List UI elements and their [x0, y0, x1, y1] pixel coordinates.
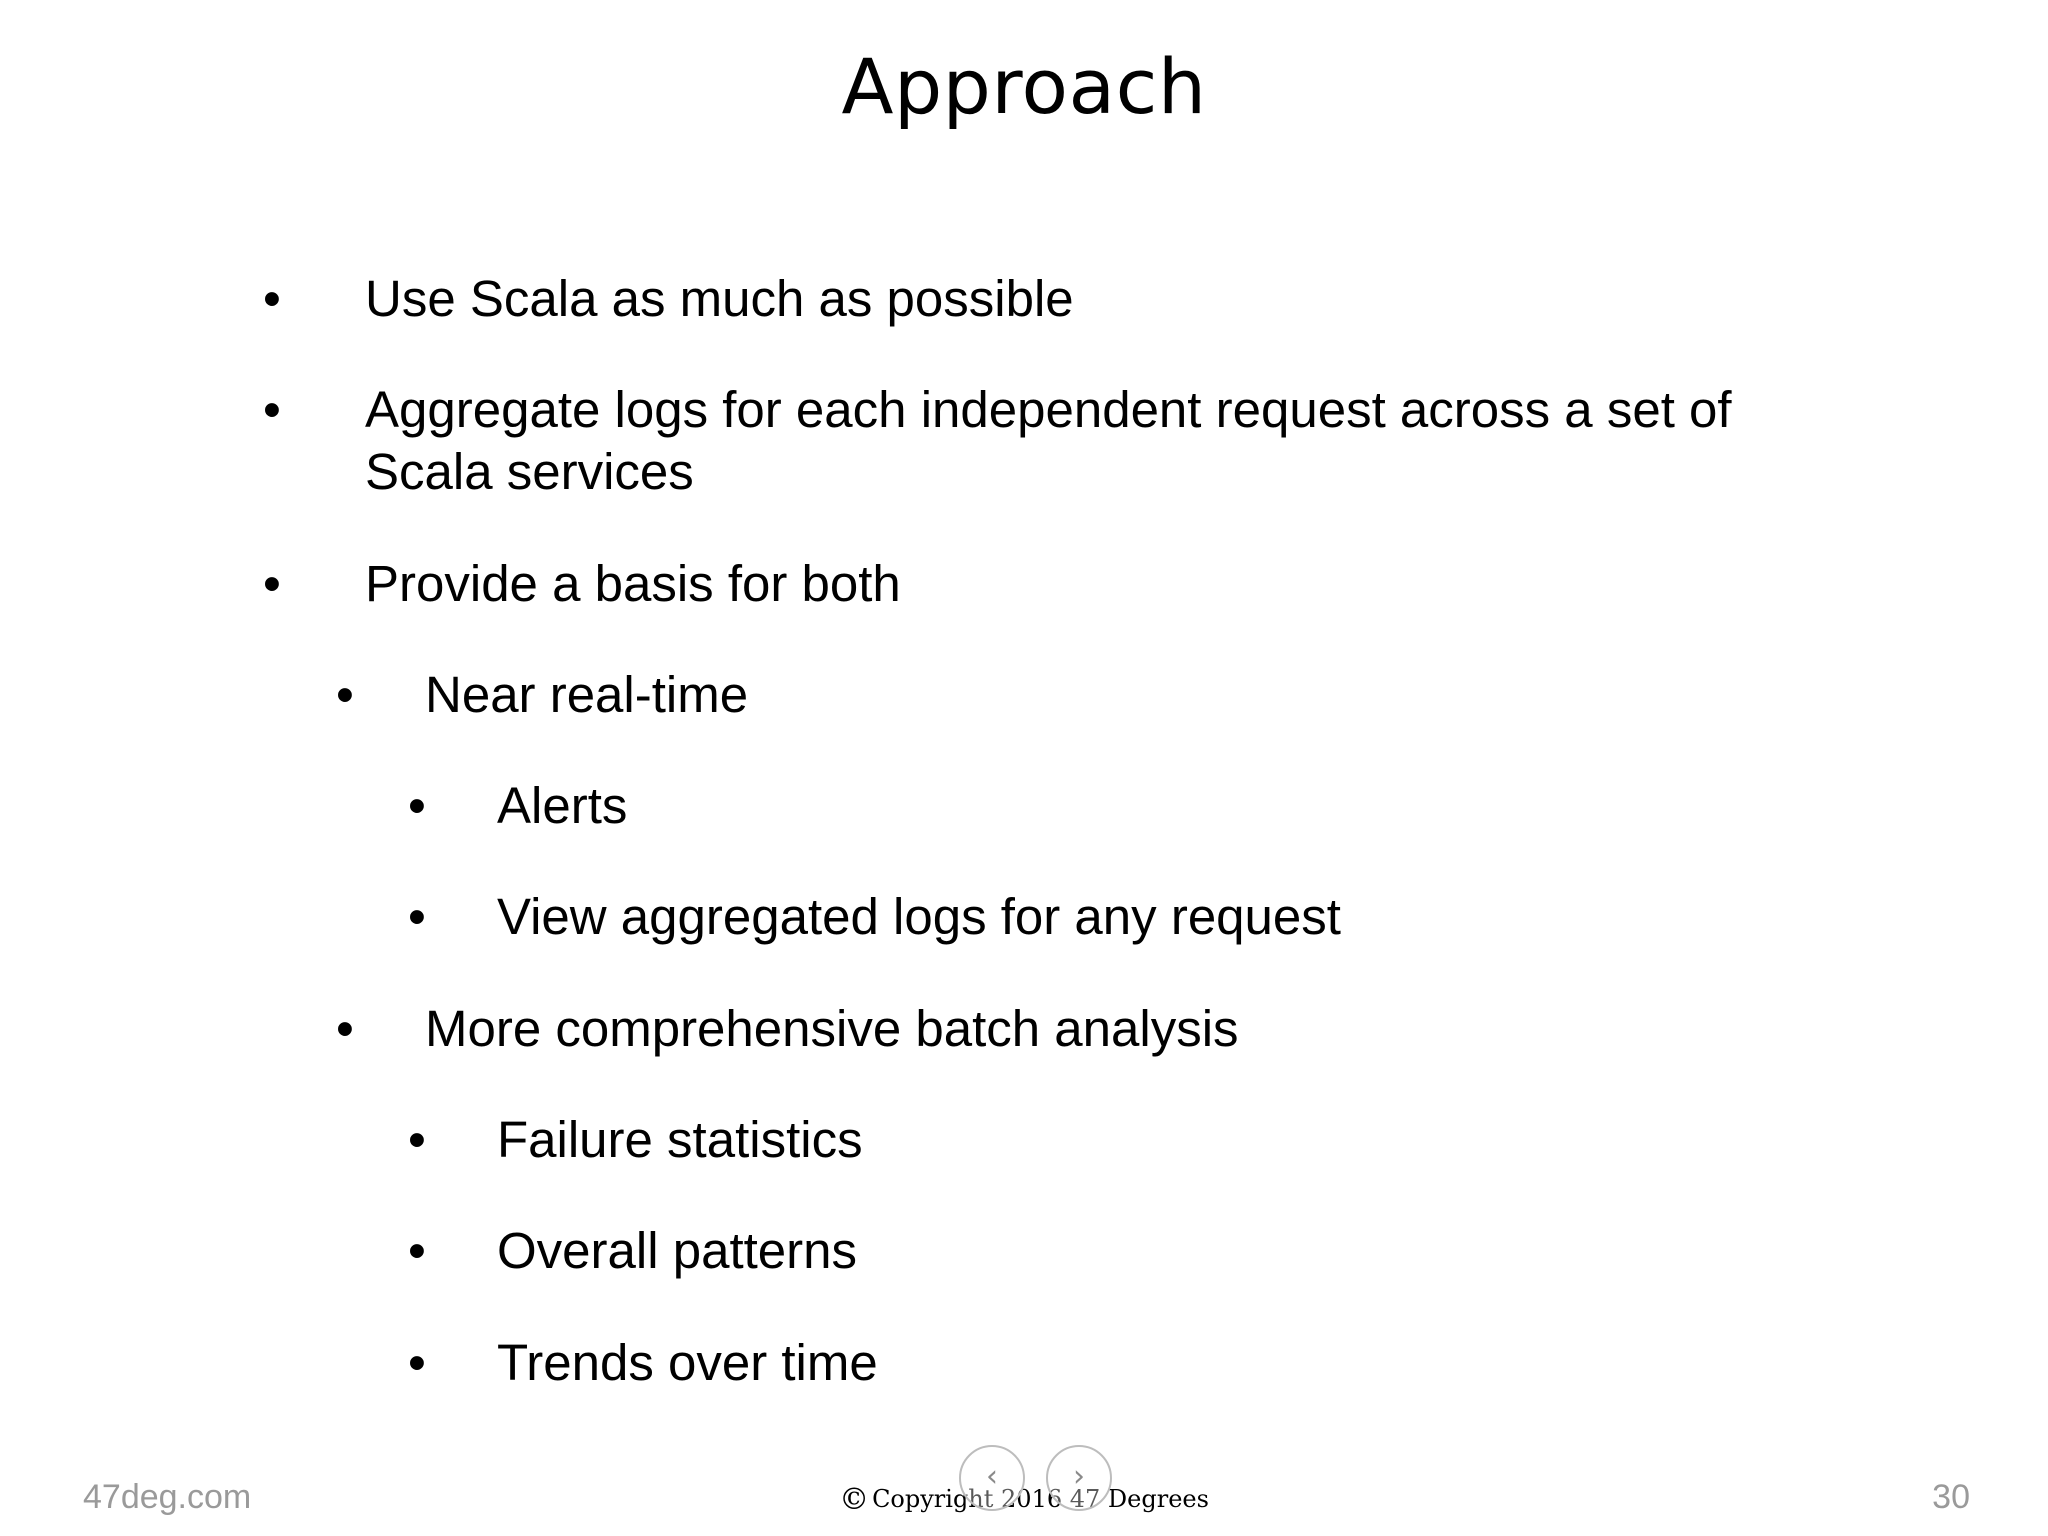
bullet-text: More comprehensive batch analysis [425, 1000, 1239, 1057]
chevron-right-icon: › [1073, 1459, 1085, 1494]
footer-copyright [0, 1482, 2048, 1517]
footer-site: 47deg.com [83, 1478, 252, 1516]
bullet-text: Overall patterns [497, 1222, 857, 1279]
bullet-dot: • [263, 555, 281, 612]
bullet-text: Near real-time [425, 666, 749, 723]
bullet-text: Provide a basis for both [365, 555, 901, 612]
bullet-text: Trends over time [497, 1334, 878, 1391]
bullet-dot: • [336, 666, 354, 723]
bullet-text: Alerts [497, 777, 628, 834]
page-number: 30 [1932, 1478, 1970, 1516]
bullet-text: Use Scala as much as possible [365, 270, 1074, 327]
bullet-text: Failure statistics [497, 1111, 863, 1168]
copyright-symbol: © [839, 1482, 870, 1517]
next-slide-button[interactable] [1046, 1445, 1112, 1511]
bullet-text: View aggregated logs for any request [497, 888, 1341, 945]
bullet-dot: • [408, 888, 426, 945]
copyright-text: Copyright 2016 47 Degrees [872, 1485, 1209, 1513]
bullet-dot: • [408, 777, 426, 834]
bullet-dot: • [408, 1334, 426, 1391]
bullet-dot: • [408, 1111, 426, 1168]
bullet-dot: • [263, 270, 281, 327]
bullet-text: Aggregate logs for each independent request across a set of Scala services [365, 381, 1732, 500]
previous-slide-button[interactable] [959, 1445, 1025, 1511]
bullet-dot: • [336, 1000, 354, 1057]
bullet-dot: • [263, 381, 281, 438]
slide-title: Approach [841, 42, 1207, 131]
chevron-left-icon: ‹ [986, 1459, 998, 1494]
bullet-dot: • [408, 1222, 426, 1279]
